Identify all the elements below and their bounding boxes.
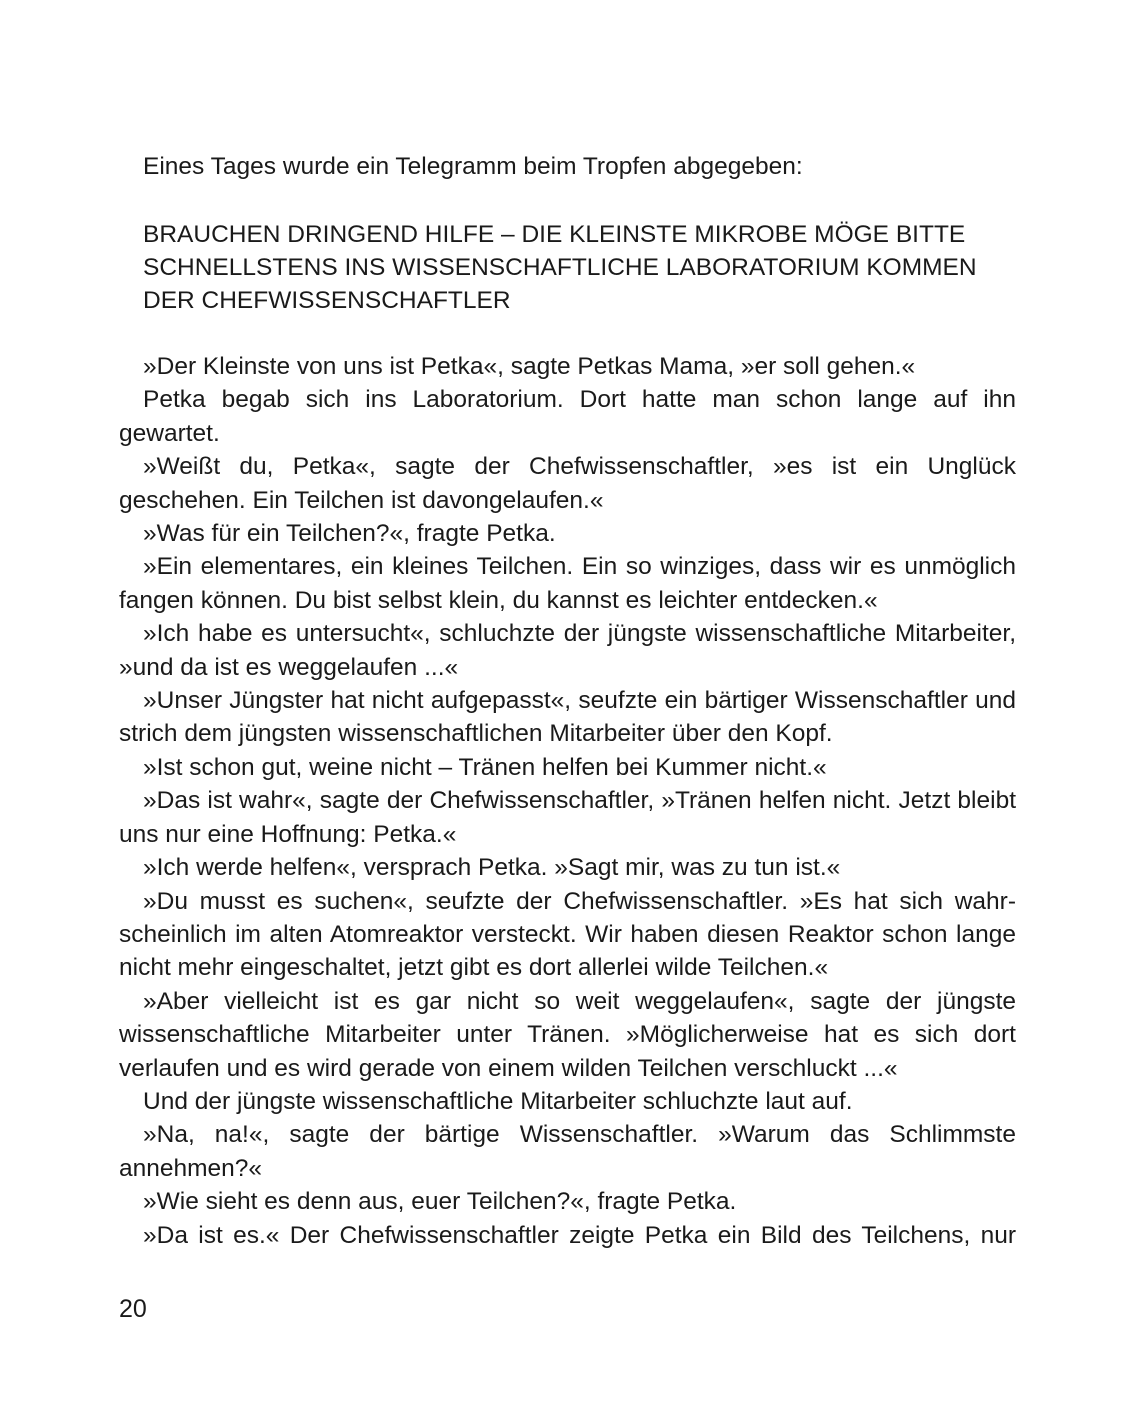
- paragraph: »Ist schon gut, weine nicht – Tränen helfen bei Kummer nicht.«: [143, 753, 827, 781]
- telegram-line: BRAUCHEN DRINGEND HILFE – DIE KLEINSTE MIKROBE MÖGE BITTE: [143, 221, 966, 248]
- paragraph: Und der jüngste wissenschaftliche Mitarbeiter schluchzte laut auf.: [143, 1087, 853, 1115]
- telegram-line: SCHNELLSTENS INS WISSENSCHAFTLICHE LABORATORIUM KOMMEN: [143, 254, 977, 281]
- paragraph: »Da ist es.« Der Chefwissenschaftler zeigte Petka ein Bild des Teilchens, nur: [143, 1221, 1016, 1249]
- paragraph: »Der Kleinste von uns ist Petka«, sagte Petkas Mama, »er soll gehen.«: [143, 353, 916, 380]
- paragraph: »Was für ein Teilchen?«, fragte Petka.: [143, 520, 556, 548]
- paragraph: »Du musst es suchen«, seufzte der Chefwissenschaftler. »Es hat sich wahrscheinlich im alten Atomreaktor versteckt. Wir haben diesen Reaktor schon lange nicht mehr eingeschaltet, jetzt gibt es dort allerlei wilde Teilchen.«: [119, 887, 1016, 982]
- paragraph: »Ich habe es untersucht«, schluchzte der jüngste wissenschaftliche Mitarbeiter, »und da ist es weggelaufen ...«: [119, 620, 1016, 681]
- intro-line: Eines Tages wurde ein Telegramm beim Tropfen abgegeben:: [143, 153, 803, 180]
- telegram-line: DER CHEFWISSENSCHAFTLER: [143, 287, 511, 314]
- paragraph: Petka begab sich ins Laboratorium. Dort hatte man schon lange auf ihn gewartet.: [119, 386, 1016, 447]
- page-number: 20: [119, 1295, 147, 1323]
- telegram-block: [143, 218, 1023, 317]
- paragraph: »Na, na!«, sagte der bärtige Wissenschaftler. »Warum das Schlimmste annehmen?«: [119, 1121, 1016, 1182]
- paragraph: »Aber vielleicht ist es gar nicht so weit weggelaufen«, sagte der jüngste wissenschaftliche Mitarbeiter unter Tränen. »Möglicherweise hat es sich dort verlaufen und es wird gerade von einem wilden Teilchen verschluckt ...«: [119, 987, 1016, 1082]
- paragraph: »Ich werde helfen«, versprach Petka. »Sagt mir, was zu tun ist.«: [143, 854, 841, 882]
- paragraph: »Ein elementares, ein kleines Teilchen. Ein so winziges, dass wir es unmöglich fangen können. Du bist selbst klein, du kannst es leichter entdecken.«: [119, 553, 1016, 614]
- paragraph: »Das ist wahr«, sagte der Chefwissenschaftler, »Tränen helfen nicht. Jetzt bleibt uns nur eine Hoffnung: Petka.«: [119, 787, 1016, 848]
- body-text: [119, 350, 1016, 1252]
- paragraph: »Weißt du, Petka«, sagte der Chefwissenschaftler, »es ist ein Unglück geschehen. Ein Teilchen ist davongelaufen.«: [119, 453, 1016, 514]
- paragraph: »Unser Jüngster hat nicht aufgepasst«, seufzte ein bärtiger Wissenschaftler und strich dem jüngsten wissenschaftlichen Mitarbeiter über den Kopf.: [119, 687, 1016, 748]
- paragraph: »Wie sieht es denn aus, euer Teilchen?«, fragte Petka.: [143, 1188, 737, 1216]
